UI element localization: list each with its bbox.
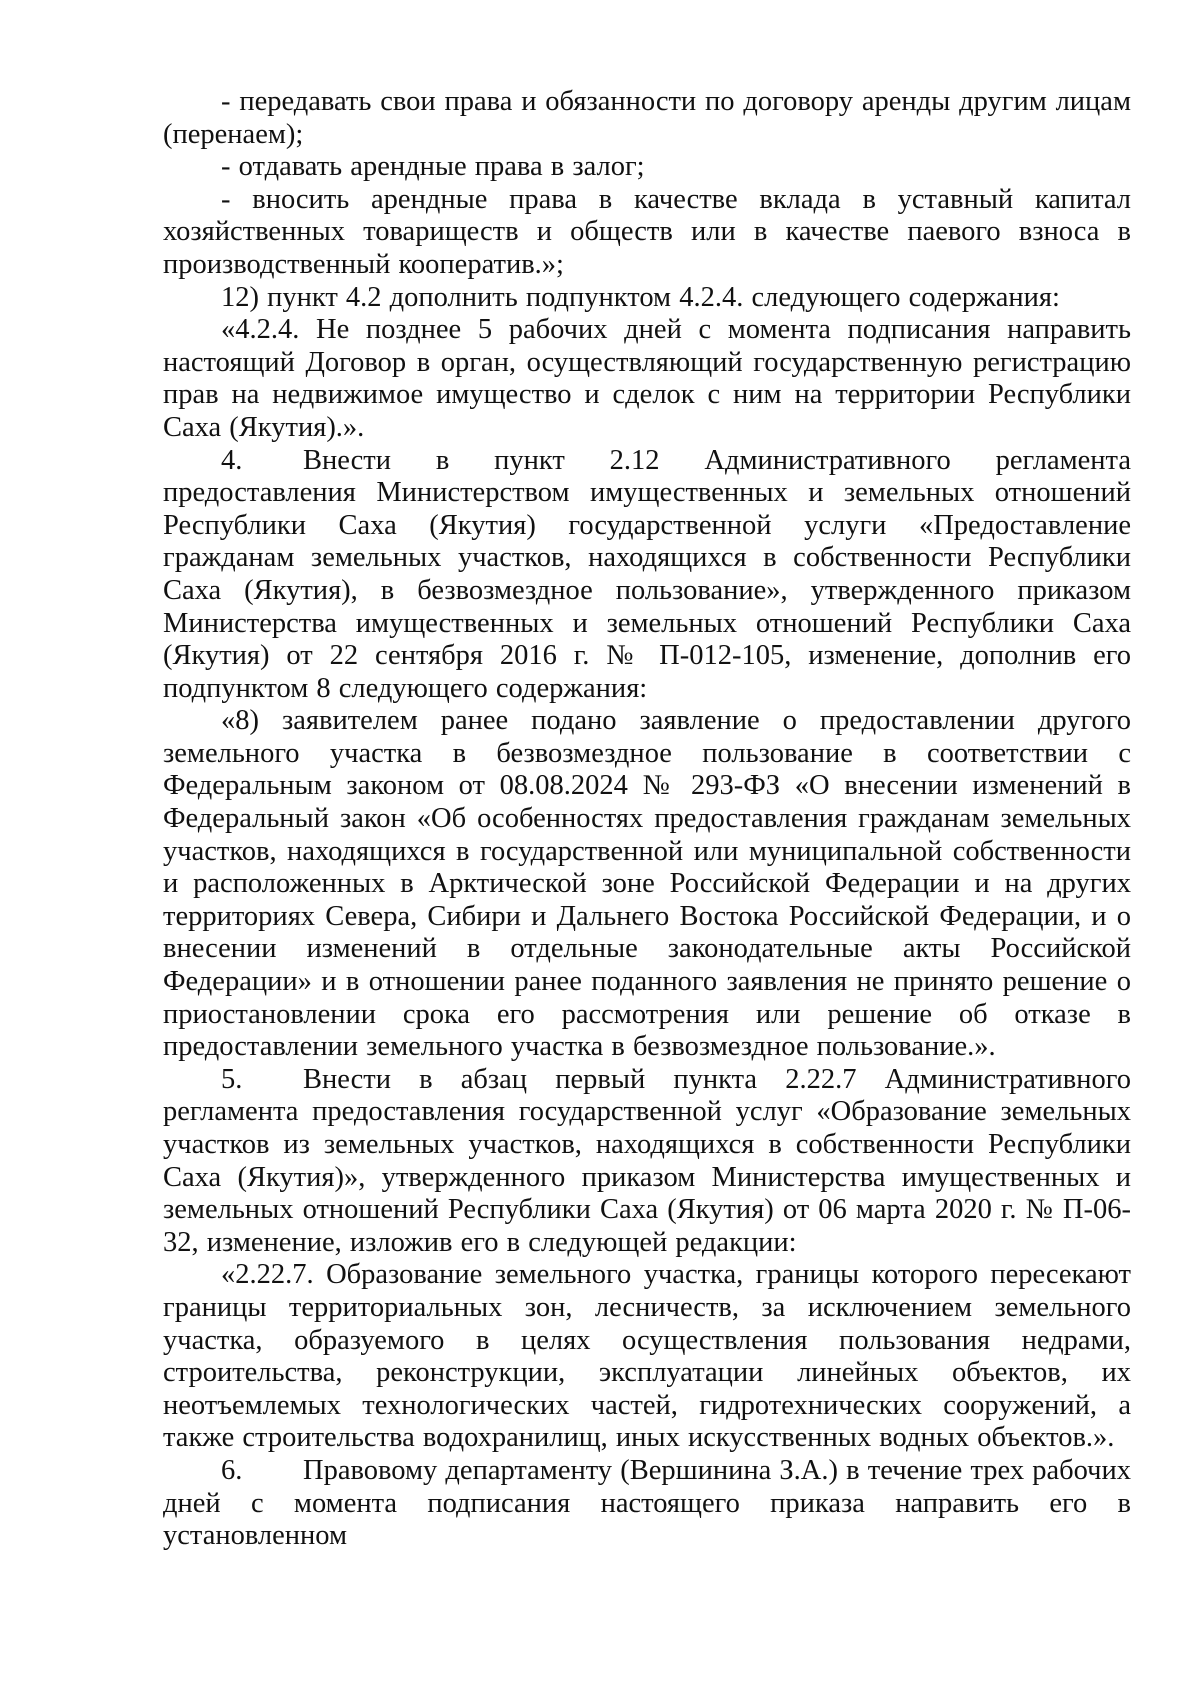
list-item-contribute-rights: - вносить арендные права в качестве вклада в уставный капитал хозяйственных товариществ и обществ или в качестве паевого взноса в производственный кооператив.»; bbox=[163, 183, 1131, 280]
paragraph-number: 6. bbox=[221, 1454, 243, 1486]
paragraph-number: 5. bbox=[221, 1063, 243, 1095]
numbered-paragraph-6 bbox=[163, 1455, 1131, 1553]
list-item-transfer-rights: - передавать свои права и обязанности по договору аренды другим лицам (перенаем); bbox=[163, 86, 1131, 150]
paragraph-text: Внести в абзац первый пункта 2.22.7 Административного регламента предоставления государственной услуг «Образование земельных участков из земельных участков, находящихся в собственности Республики Саха (Якутия)», утвержденного приказом Министерства имущественных и земельных отношений Республики Саха (Якутия) от 06 марта 2020 г. № П-06-32, изменение, изложив его в следующей редакции: bbox=[163, 1063, 1131, 1258]
amendment-item-12: 12) пункт 4.2 дополнить подпунктом 4.2.4. следующего содержания: bbox=[221, 281, 1060, 313]
paragraph-number: 4. bbox=[221, 444, 243, 476]
numbered-paragraph-4 bbox=[163, 445, 1131, 706]
quoted-subclause-8: «8) заявителем ранее подано заявление о предоставлении другого земельного участка в безвозмездное пользование в соответствии с Федеральным законом от 08.08.2024 № 293-ФЗ «О внесении изменений в Федеральный закон «Об особенностях предоставления гражданам земельных участков, находящихся в государственной или муниципальной собственности и расположенных в Арктической зоне Российской Федерации и на других территориях Севера, Сибири и Дальнего Востока Российской Федерации, и о внесении изменений в отдельные законодательные акты Российской Федерации» и в отношении ранее поданного заявления не принято решение о приостановлении срока его рассмотрения или решение об отказе в предоставлении земельного участка в безвозмездное пользование.». bbox=[163, 705, 1131, 1063]
quoted-clause-4-2-4: «4.2.4. Не позднее 5 рабочих дней с момента подписания направить настоящий Договор в орган, осуществляющий государственную регистрацию прав на недвижимое имущество и сделок с ним на территории Республики Саха (Якутия).». bbox=[163, 314, 1131, 443]
document-body bbox=[163, 86, 1131, 1553]
paragraph-text: Правовому департаменту (Вершинина З.А.) в течение трех рабочих дней с момента подписания настоящего приказа направить его в установленном bbox=[163, 1454, 1131, 1552]
numbered-paragraph-5 bbox=[163, 1064, 1131, 1260]
list-item-pledge-rights: - отдавать арендные права в залог; bbox=[221, 151, 645, 183]
quoted-clause-2-22-7: «2.22.7. Образование земельного участка, границы которого пересекают границы территориальных зон, лесничеств, за исключением земельного участка, образуемого в целях осуществления пользования недрами, строительства, реконструкции, эксплуатации линейных объектов, их неотъемлемых технологических частей, гидротехнических сооружений, а также строительства водохранилищ, иных искусственных водных объектов.». bbox=[163, 1259, 1131, 1454]
paragraph-text: Внести в пункт 2.12 Административного регламента предоставления Министерством имущественных и земельных отношений Республики Саха (Якутия) государственной услуги «Предоставление гражданам земельных участков, находящихся в собственности Республики Саха (Якутия), в безвозмездное пользование», утвержденного приказом Министерства имущественных и земельных отношений Республики Саха (Якутия) от 22 сентября 2016 г. № П-012-105, изменение, дополнив его подпунктом 8 следующего содержания: bbox=[163, 444, 1131, 704]
